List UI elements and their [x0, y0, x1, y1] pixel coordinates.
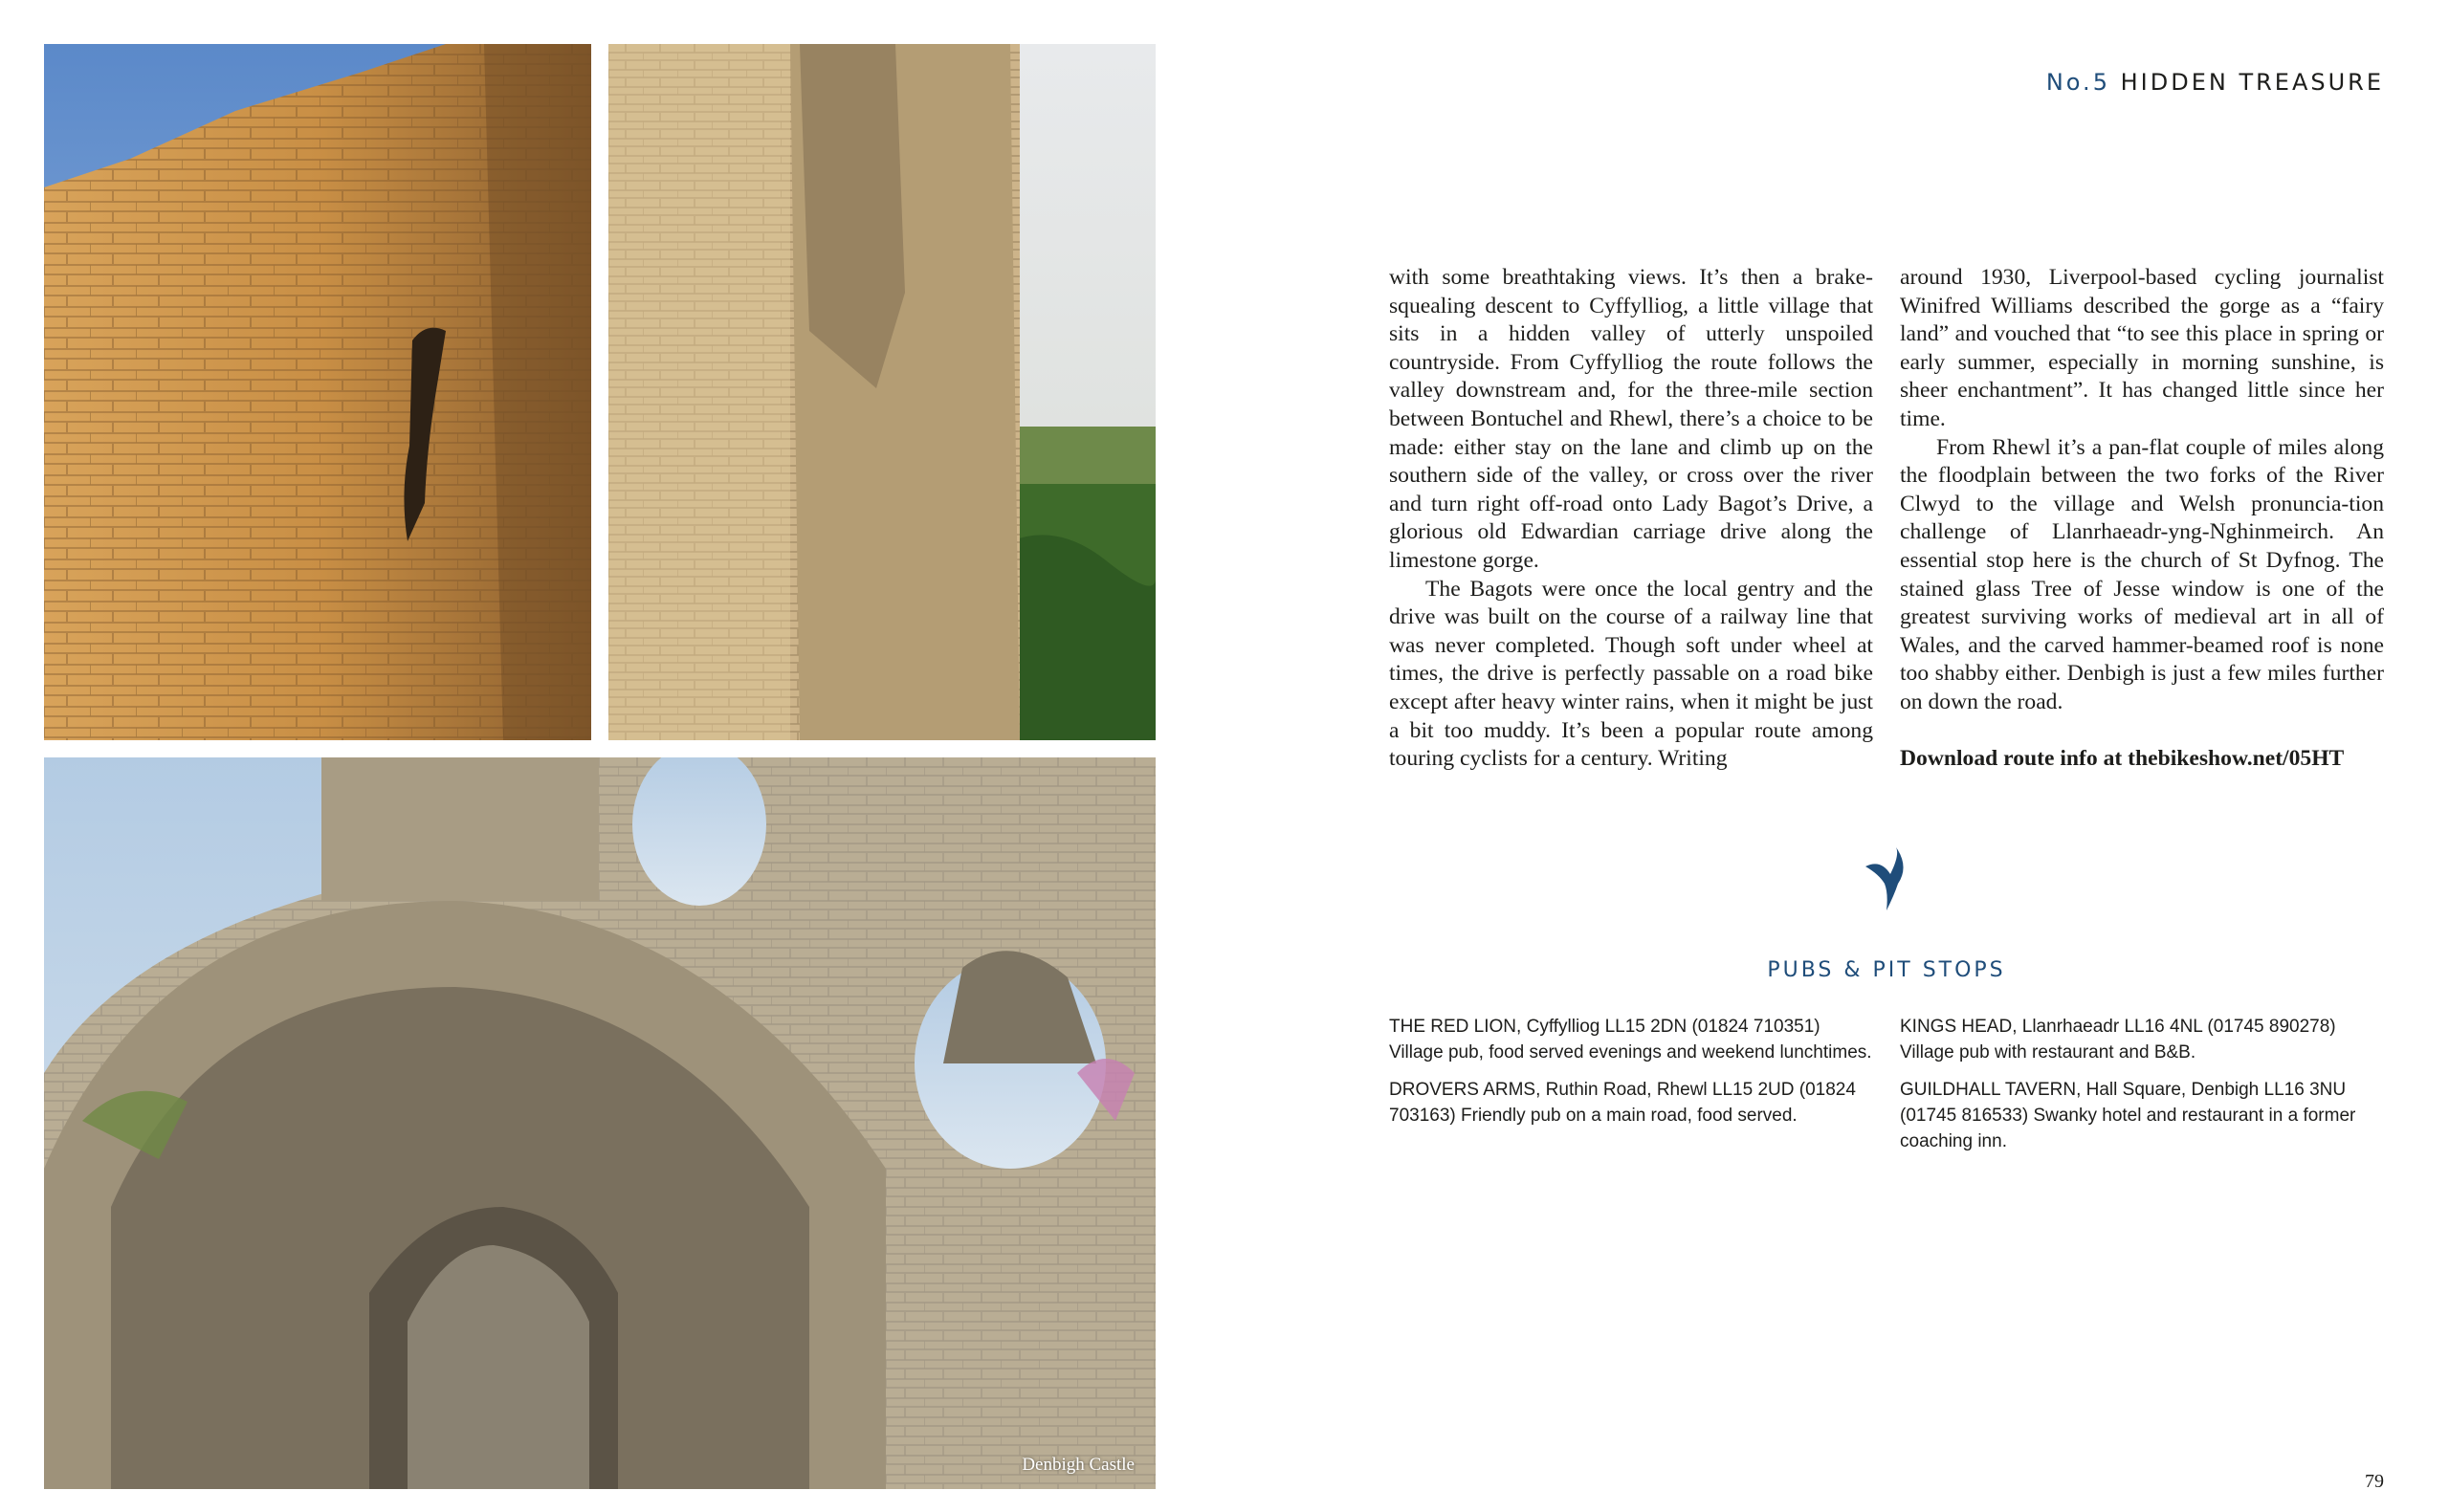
pub-details: Ruthin Road, Rhewl LL15 2UD (01824 703163) Friendly pub on a main road, food served.: [1389, 1080, 1856, 1126]
pub-entry: [1900, 1014, 2384, 1065]
page-number: 79: [2365, 1471, 2384, 1492]
body-column-right: [1900, 264, 2384, 773]
pub-entry: [1389, 1077, 1873, 1129]
photo-castle-wall: [44, 44, 591, 740]
swallow-icon: [1862, 845, 1913, 912]
pubs-list-left: [1389, 1014, 1873, 1140]
paragraph: The Bagots were once the local gentry and the drive was built on the course of a railway line that was never completed. Though soft under wheel at times, the drive is perfectly passable on a road bike except after heavy winter rains, when it might be just a bit too muddy. It’s been a popular route among touring cyclists for a century. Writing: [1389, 576, 1873, 772]
pubs-list-right: [1900, 1014, 2384, 1166]
pubs-section-title: PUBS & PIT STOPS: [1767, 958, 2006, 982]
pub-name: GUILDHALL TAVERN,: [1900, 1080, 2082, 1100]
pub-name: KINGS HEAD,: [1900, 1017, 2018, 1037]
photo-castle-tower: [608, 44, 1156, 740]
paragraph: around 1930, Liverpool-based cycling journalist Winifred Williams described the gorge as a “fairy land” and vouched that “to see this place in spring or early summer, especially in morning sunshine, is sheer enchantment”. It has changed little since her time.: [1900, 265, 2384, 431]
pub-name: DROVERS ARMS,: [1389, 1080, 1541, 1100]
chapter-number: No.5: [2045, 69, 2110, 96]
photo-caption: Denbigh Castle: [1022, 1455, 1135, 1475]
pub-details: Hall Square, Denbigh LL16 3NU (01745 816533) Swanky hotel and restaurant in a former coaching inn.: [1900, 1080, 2356, 1151]
chapter-title: HIDDEN TREASURE: [2120, 69, 2384, 96]
pub-details: Llanrhaeadr LL16 4NL (01745 890278) Village pub with restaurant and B&B.: [1900, 1017, 2336, 1063]
pub-name: THE RED LION,: [1389, 1017, 1522, 1037]
download-link[interactable]: Download route info at thebikeshow.net/05HT: [1900, 745, 2345, 771]
photo-denbigh-castle-arch: [44, 757, 1156, 1489]
pub-entry: [1900, 1077, 2384, 1154]
body-column-left: [1389, 264, 1873, 774]
pub-details: Cyffylliog LL15 2DN (01824 710351) Village pub, food served evenings and weekend lunchtimes.: [1389, 1017, 1872, 1063]
running-head: [2046, 69, 2384, 96]
paragraph: From Rhewl it’s a pan-flat couple of miles along the floodplain between the two forks of the River Clwyd to the village and Welsh pronuncia-tion challenge of Llanrhaeadr-yng-Nghinmeirch. An essential stop here is the church of St Dyfnog. The stained glass Tree of Jesse window is one of the greatest surviving works of medieval art in all of Wales, and the carved hammer-beamed roof is none too shabby either. Denbigh is just a few miles further on down the road.: [1900, 434, 2384, 714]
paragraph: with some breathtaking views. It’s then a brake-squealing descent to Cyffylliog, a little village that sits in a hidden valley of utterly unspoiled countryside. From Cyffylliog the route follows the valley downstream and, for the three-mile section between Bontuchel and Rhewl, there’s a choice to be made: either stay on the lane and climb up on the southern side of the valley, or cross over the river and turn right off-road onto Lady Bagot’s Drive, a glorious old Edwardian carriage drive along the limestone gorge.: [1389, 265, 1873, 573]
pub-entry: [1389, 1014, 1873, 1065]
